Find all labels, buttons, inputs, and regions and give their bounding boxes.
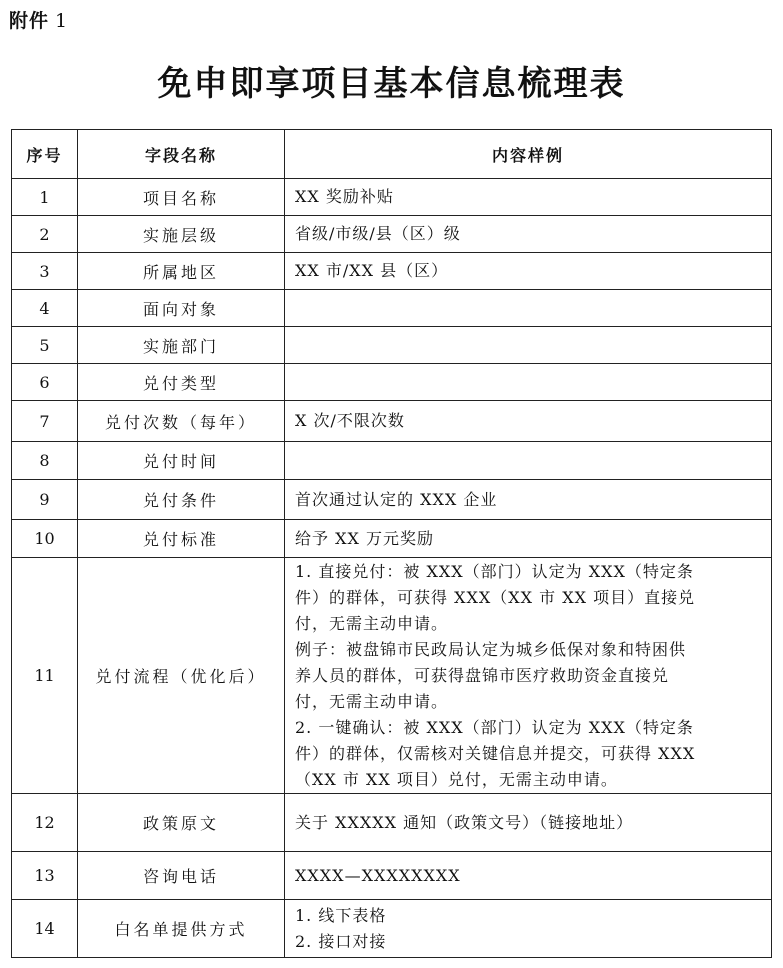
column-header-field: 字段名称 [78,130,285,179]
content-example [285,794,772,852]
content-line: 付，无需主动申请。 [295,691,449,711]
field-name: 兑付流程（优化后） [78,558,285,794]
content-line: XX 奖励补贴 [295,187,394,206]
field-name: 政策原文 [78,794,285,852]
content-example [285,900,772,958]
row-number: 4 [12,290,78,327]
content-line: XXXX—XXXXXXXX [295,865,461,885]
table-row [12,442,772,480]
content-line: 给予 XX 万元奖励 [295,528,434,548]
table-header-row [12,130,772,179]
row-number: 3 [12,253,78,290]
row-number: 13 [12,852,78,900]
field-name: 项目名称 [78,179,285,216]
content-line: 件）的群体，仅需核对关键信息并提交，可获得 XXX [295,743,696,763]
field-name: 兑付标准 [78,520,285,558]
row-number: 7 [12,401,78,442]
table-row [12,401,772,442]
content-line: 1. 直接兑付：被 XXX（部门）认定为 XXX（特定条 [295,561,694,581]
content-example [285,290,772,327]
row-number: 10 [12,520,78,558]
content-example [285,442,772,480]
content-example [285,852,772,900]
row-number: 9 [12,480,78,520]
content-line: XX 市/XX 县（区） [295,261,449,280]
column-header-no: 序号 [12,130,78,179]
field-name: 兑付条件 [78,480,285,520]
table-row [12,558,772,794]
column-header-content: 内容样例 [285,130,772,179]
content-example [285,480,772,520]
field-name: 所属地区 [78,253,285,290]
content-line: 关于 XXXXX 通知（政策文号）（链接地址） [295,812,634,832]
table-row [12,216,772,253]
attachment-label [9,6,68,33]
content-line: 2. 一键确认：被 XXX（部门）认定为 XXX（特定条 [295,717,694,737]
row-number: 6 [12,364,78,401]
content-example [285,364,772,401]
content-line: 养人员的群体，可获得盘锦市医疗救助资金直接兑 [295,665,670,685]
field-name: 兑付类型 [78,364,285,401]
table-row [12,179,772,216]
table-row [12,520,772,558]
field-name: 实施部门 [78,327,285,364]
content-line: 付，无需主动申请。 [295,613,449,633]
content-line: 首次通过认定的 XXX 企业 [295,489,498,509]
content-example [285,558,772,794]
row-number: 11 [12,558,78,794]
content-line: 例子：被盘锦市民政局认定为城乡低保对象和特困供 [295,639,687,659]
content-line: 件）的群体，可获得 XXX（XX 市 XX 项目）直接兑 [295,587,696,607]
table-body [12,179,772,958]
info-table [11,129,772,958]
table-row [12,327,772,364]
row-number: 2 [12,216,78,253]
row-number: 14 [12,900,78,958]
content-example [285,327,772,364]
field-name: 咨询电话 [78,852,285,900]
field-name: 实施层级 [78,216,285,253]
field-name: 兑付时间 [78,442,285,480]
table-row [12,290,772,327]
table-row [12,253,772,290]
row-number: 1 [12,179,78,216]
content-line: X 次/不限次数 [295,411,405,430]
table-row [12,480,772,520]
field-name: 面向对象 [78,290,285,327]
row-number: 12 [12,794,78,852]
content-example [285,216,772,253]
content-example [285,253,772,290]
table-row [12,900,772,958]
content-example [285,401,772,442]
content-example [285,179,772,216]
content-line: 省级/市级/县（区）级 [295,224,461,243]
page-title: 免申即享项目基本信息梳理表 [157,64,626,104]
table-row [12,364,772,401]
table-row [12,794,772,852]
row-number: 5 [12,327,78,364]
row-number: 8 [12,442,78,480]
field-name: 白名单提供方式 [78,900,285,958]
field-name: 兑付次数（每年） [78,401,285,442]
content-line: （XX 市 XX 项目）兑付，无需主动申请。 [295,769,618,789]
content-line: 2. 接口对接 [295,931,387,951]
content-line: 1. 线下表格 [295,905,387,925]
attachment-number: 1 [55,10,69,32]
attachment-word: 附件 [9,10,50,32]
table-row [12,852,772,900]
content-example [285,520,772,558]
